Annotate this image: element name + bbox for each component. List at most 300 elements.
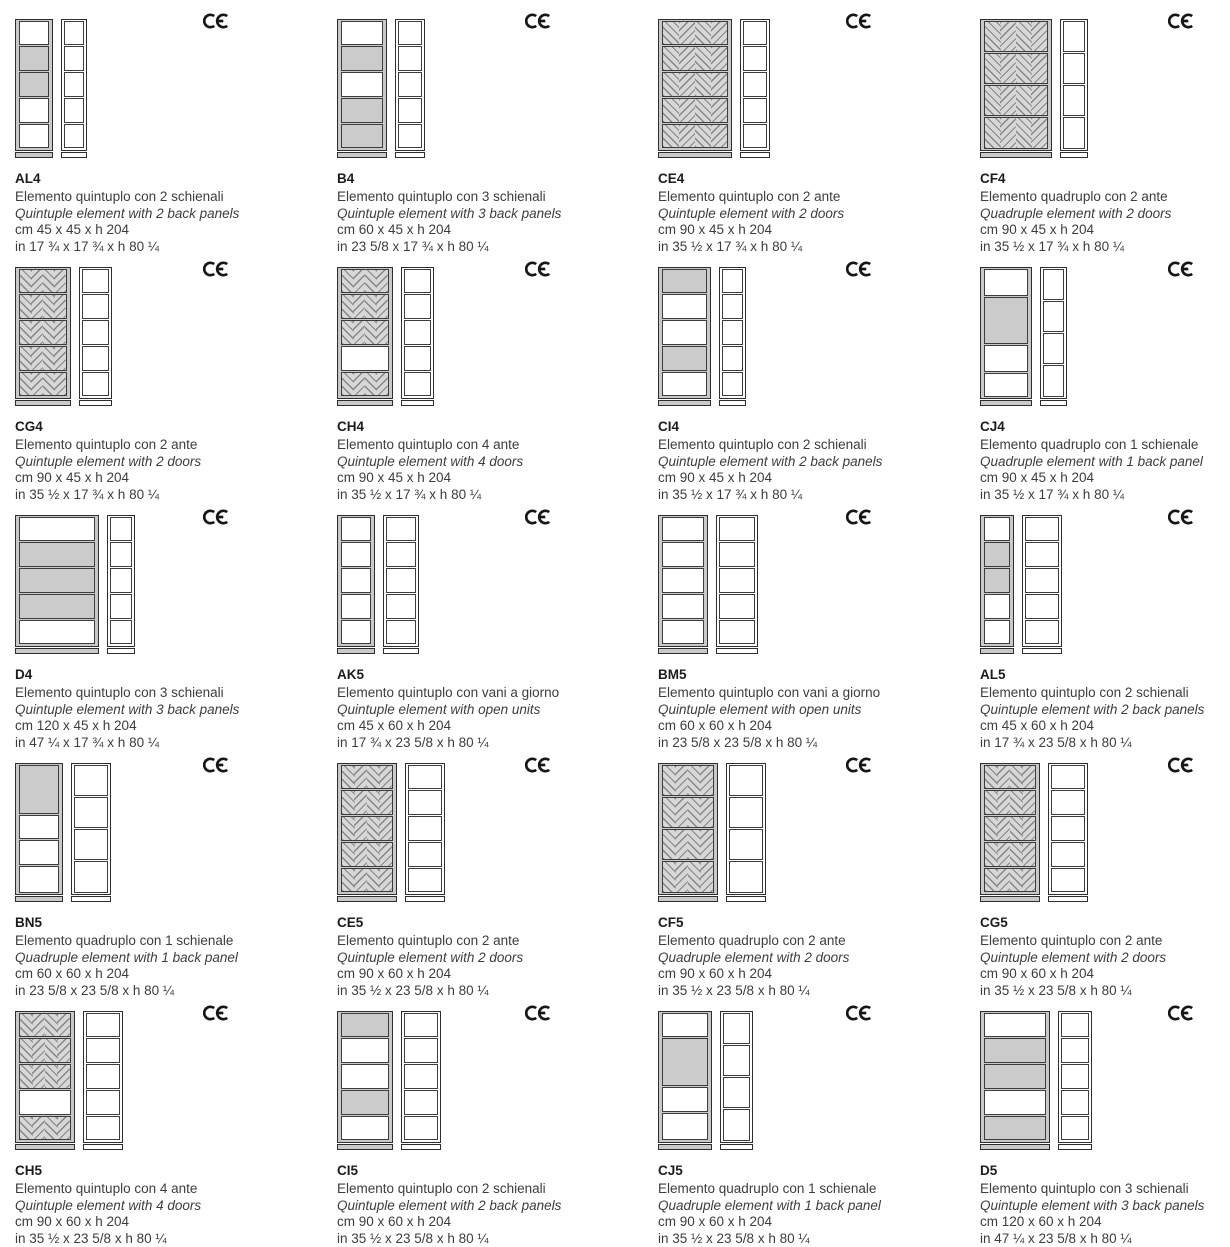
compartment-chevron <box>19 269 67 294</box>
plinth-base <box>1060 152 1088 158</box>
dimensions-in: in 35 ½ x 23 5/8 x h 80 ¼ <box>658 983 965 1000</box>
ce-mark-icon <box>203 260 230 283</box>
dimensions-cm: cm 90 x 45 x h 204 <box>658 470 965 487</box>
compartment-white <box>1025 594 1059 619</box>
compartment-chevron <box>662 98 728 123</box>
product-cell <box>0 248 322 496</box>
product-cell <box>965 992 1230 1240</box>
compartment-white <box>19 866 59 893</box>
compartment-gray <box>984 1038 1046 1063</box>
compartment-gray <box>662 269 707 294</box>
compartment-white <box>662 372 707 397</box>
product-cell <box>0 744 322 992</box>
description-english: Quintuple element with 3 back panels <box>337 206 643 223</box>
compartment-white <box>74 765 108 796</box>
dimensions-in: in 35 ½ x 23 5/8 x h 80 ¼ <box>15 1231 322 1247</box>
description-italian: Elemento quintuplo con vani a giorno <box>337 685 643 702</box>
dimensions-cm: cm 90 x 60 x h 204 <box>337 966 643 983</box>
ce-mark-icon <box>846 508 873 531</box>
side-elevation <box>79 267 112 407</box>
dimensions-cm: cm 90 x 45 x h 204 <box>980 470 1230 487</box>
compartment-white <box>722 294 743 319</box>
dimensions-in: in 35 ½ x 23 5/8 x h 80 ¼ <box>658 1231 965 1247</box>
dimensions-cm: cm 60 x 45 x h 204 <box>337 222 643 239</box>
compartment-white <box>729 797 763 828</box>
compartment-gray <box>19 765 59 814</box>
front-elevation <box>15 763 63 903</box>
compartment-white <box>386 517 416 542</box>
product-cell <box>643 248 965 496</box>
plinth-base <box>15 896 63 902</box>
product-drawing <box>15 752 322 902</box>
compartment-white <box>408 868 442 893</box>
plinth-base <box>726 896 766 902</box>
compartment-white <box>1051 790 1085 815</box>
compartment-white <box>662 568 704 593</box>
dimensions-in: in 35 ½ x 23 5/8 x h 80 ¼ <box>337 983 643 1000</box>
compartment-white <box>82 269 109 294</box>
product-code: BN5 <box>15 915 322 930</box>
compartment-gray <box>984 1116 1046 1141</box>
plinth-base <box>716 648 758 654</box>
description-italian: Elemento quintuplo con 2 ante <box>337 933 643 950</box>
description-italian: Elemento quadruplo con 2 ante <box>980 189 1230 206</box>
plinth-base <box>405 896 445 902</box>
compartment-chevron <box>984 21 1048 52</box>
compartment-white <box>1025 568 1059 593</box>
product-cell <box>965 0 1230 248</box>
dimensions-in: in 47 ¼ x 23 5/8 x h 80 ¼ <box>980 1231 1230 1247</box>
description-italian: Elemento quintuplo con 2 ante <box>15 437 322 454</box>
side-elevation <box>71 763 111 903</box>
front-elevation <box>15 19 53 159</box>
compartment-white <box>722 320 743 345</box>
compartment-white <box>719 517 755 542</box>
product-code: B4 <box>337 171 643 186</box>
compartment-white <box>398 124 422 149</box>
dimensions-in: in 23 5/8 x 23 5/8 x h 80 ¼ <box>658 735 965 752</box>
plinth-base <box>337 152 387 158</box>
dimensions-in: in 35 ½ x 17 ¾ x h 80 ¼ <box>658 487 965 504</box>
product-cell <box>322 992 643 1240</box>
compartment-chevron <box>19 372 67 397</box>
description-italian: Elemento quintuplo con 2 schienali <box>15 189 322 206</box>
plinth-base <box>719 400 746 406</box>
description-italian: Elemento quintuplo con 2 schienali <box>337 1181 643 1198</box>
front-elevation <box>15 267 71 407</box>
compartment-white <box>1061 1064 1089 1089</box>
compartment-white <box>86 1116 120 1141</box>
description-italian: Elemento quintuplo con 2 schienali <box>658 437 965 454</box>
ce-mark-icon <box>1168 260 1195 283</box>
compartment-chevron <box>984 765 1036 790</box>
compartment-white <box>386 542 416 567</box>
compartment-white <box>341 1116 389 1141</box>
product-code: AK5 <box>337 667 643 682</box>
dimensions-cm: cm 90 x 60 x h 204 <box>337 1214 643 1231</box>
product-code: CJ5 <box>658 1163 965 1178</box>
front-elevation <box>658 267 711 407</box>
product-cell <box>322 744 643 992</box>
description-english: Quintuple element with 2 back panels <box>15 206 322 223</box>
ce-mark-icon <box>846 260 873 283</box>
compartment-white <box>341 620 371 645</box>
compartment-white <box>662 1113 708 1140</box>
compartment-white <box>82 294 109 319</box>
compartment-chevron <box>984 842 1036 867</box>
product-code: CE5 <box>337 915 643 930</box>
product-info <box>15 1163 322 1247</box>
compartment-white <box>1061 1013 1089 1038</box>
ce-mark-icon <box>203 756 230 779</box>
compartment-white <box>1063 85 1085 116</box>
compartment-gray <box>662 1038 708 1086</box>
compartment-chevron <box>662 861 714 892</box>
compartment-chevron <box>341 816 393 841</box>
compartment-gray <box>19 594 95 619</box>
product-code: D4 <box>15 667 322 682</box>
product-cell <box>322 248 643 496</box>
front-elevation <box>980 763 1040 903</box>
compartment-white <box>386 620 416 645</box>
ce-mark-icon <box>1168 756 1195 779</box>
product-code: BM5 <box>658 667 965 682</box>
product-cell <box>965 496 1230 744</box>
compartment-white <box>729 765 763 796</box>
compartment-white <box>1051 816 1085 841</box>
product-code: CI4 <box>658 419 965 434</box>
compartment-white <box>984 620 1010 645</box>
product-info <box>658 419 965 503</box>
plinth-base <box>83 1144 123 1150</box>
compartment-white <box>1061 1038 1089 1063</box>
compartment-white <box>984 594 1010 619</box>
ce-mark-icon <box>1168 508 1195 531</box>
product-cell <box>643 0 965 248</box>
ce-mark-icon <box>525 508 552 531</box>
compartment-white <box>64 21 84 46</box>
description-english: Quintuple element with 2 back panels <box>337 1198 643 1215</box>
front-elevation <box>658 1011 712 1151</box>
side-elevation <box>716 515 758 655</box>
compartment-chevron <box>662 72 728 97</box>
description-english: Quintuple element with open units <box>658 702 965 719</box>
product-code: CG4 <box>15 419 322 434</box>
product-cell <box>965 744 1230 992</box>
compartment-white <box>86 1038 120 1063</box>
compartment-white <box>662 517 704 542</box>
compartment-gray <box>19 46 49 71</box>
plinth-base <box>658 1144 712 1150</box>
compartment-white <box>984 373 1028 396</box>
product-cell <box>965 248 1230 496</box>
dimensions-in: in 35 ½ x 23 5/8 x h 80 ¼ <box>337 1231 643 1247</box>
product-info <box>15 667 322 751</box>
product-code: CJ4 <box>980 419 1230 434</box>
plinth-base <box>15 152 53 158</box>
compartment-gray <box>19 568 95 593</box>
front-elevation <box>980 19 1052 159</box>
compartment-white <box>341 72 383 97</box>
compartment-white <box>1043 269 1064 300</box>
compartment-white <box>386 594 416 619</box>
front-elevation <box>658 19 732 159</box>
compartment-white <box>19 21 49 46</box>
front-elevation <box>337 19 387 159</box>
plinth-base <box>720 1144 753 1150</box>
description-english: Quintuple element with open units <box>337 702 643 719</box>
compartment-white <box>404 346 431 371</box>
plinth-base <box>15 648 99 654</box>
description-english: Quintuple element with 2 doors <box>980 950 1230 967</box>
compartment-white <box>662 1013 708 1038</box>
ce-mark-icon <box>846 756 873 779</box>
compartment-chevron <box>662 829 714 860</box>
compartment-white <box>341 346 389 371</box>
side-elevation <box>740 19 770 159</box>
compartment-chevron <box>341 842 393 867</box>
dimensions-in: in 35 ½ x 17 ¾ x h 80 ¼ <box>15 487 322 504</box>
compartment-white <box>1025 620 1059 645</box>
plinth-base <box>1048 896 1088 902</box>
plinth-base <box>740 152 770 158</box>
ce-mark-icon <box>525 1004 552 1027</box>
plinth-base <box>980 1144 1050 1150</box>
compartment-chevron <box>662 765 714 796</box>
product-info <box>15 419 322 503</box>
side-elevation <box>107 515 135 655</box>
side-elevation <box>720 1011 753 1151</box>
compartment-white <box>984 1090 1046 1115</box>
compartment-white <box>404 1038 438 1063</box>
product-drawing <box>658 1000 965 1150</box>
dimensions-cm: cm 90 x 60 x h 204 <box>658 1214 965 1231</box>
side-elevation <box>1058 1011 1092 1151</box>
side-elevation <box>1048 763 1088 903</box>
compartment-chevron <box>19 294 67 319</box>
product-code: CE4 <box>658 171 965 186</box>
dimensions-in: in 17 ¾ x 17 ¾ x h 80 ¼ <box>15 239 322 256</box>
ce-mark-icon <box>846 1004 873 1027</box>
compartment-white <box>1043 333 1064 364</box>
plinth-base <box>79 400 112 406</box>
compartment-white <box>19 517 95 542</box>
compartment-white <box>1051 868 1085 893</box>
plinth-base <box>61 152 87 158</box>
dimensions-in: in 35 ½ x 17 ¾ x h 80 ¼ <box>658 239 965 256</box>
compartment-white <box>1063 53 1085 84</box>
product-code: CH4 <box>337 419 643 434</box>
compartment-white <box>64 124 84 149</box>
product-code: CF4 <box>980 171 1230 186</box>
product-code: CG5 <box>980 915 1230 930</box>
description-italian: Elemento quintuplo con 2 ante <box>980 933 1230 950</box>
compartment-chevron <box>341 320 389 345</box>
compartment-chevron <box>19 346 67 371</box>
side-elevation <box>83 1011 123 1151</box>
product-cell <box>643 744 965 992</box>
compartment-chevron <box>662 46 728 71</box>
product-code: CF5 <box>658 915 965 930</box>
compartment-white <box>404 294 431 319</box>
plinth-base <box>15 400 71 406</box>
compartment-white <box>398 98 422 123</box>
description-english: Quadruple element with 1 back panel <box>15 950 322 967</box>
front-elevation <box>337 267 393 407</box>
plinth-base <box>337 648 375 654</box>
dimensions-cm: cm 120 x 45 x h 204 <box>15 718 322 735</box>
compartment-white <box>82 320 109 345</box>
compartment-white <box>984 517 1010 542</box>
compartment-white <box>662 620 704 645</box>
compartment-white <box>743 124 767 149</box>
compartment-white <box>1051 842 1085 867</box>
compartment-white <box>719 620 755 645</box>
compartment-white <box>82 346 109 371</box>
description-english: Quintuple element with 2 back panels <box>658 454 965 471</box>
compartment-white <box>723 1045 750 1076</box>
front-elevation <box>15 515 99 655</box>
product-info <box>337 419 643 503</box>
product-info <box>980 915 1230 999</box>
description-english: Quintuple element with 3 back panels <box>980 1198 1230 1215</box>
compartment-white <box>1043 301 1064 332</box>
compartment-chevron <box>662 21 728 46</box>
description-italian: Elemento quintuplo con 2 schienali <box>980 685 1230 702</box>
compartment-white <box>110 620 132 645</box>
compartment-white <box>723 1013 750 1044</box>
product-drawing <box>658 8 965 158</box>
compartment-chevron <box>662 797 714 828</box>
compartment-white <box>19 815 59 840</box>
plinth-base <box>658 896 718 902</box>
description-english: Quadruple element with 2 doors <box>658 950 965 967</box>
compartment-white <box>662 320 707 345</box>
compartment-white <box>86 1064 120 1089</box>
compartment-gray <box>984 297 1028 344</box>
product-cell <box>322 496 643 744</box>
compartment-white <box>662 294 707 319</box>
product-cell <box>0 0 322 248</box>
plinth-base <box>658 648 708 654</box>
compartment-white <box>729 829 763 860</box>
plinth-base <box>980 896 1040 902</box>
dimensions-cm: cm 45 x 60 x h 204 <box>980 718 1230 735</box>
dimensions-cm: cm 90 x 45 x h 204 <box>980 222 1230 239</box>
compartment-chevron <box>984 868 1036 893</box>
front-elevation <box>658 515 708 655</box>
product-info <box>980 171 1230 255</box>
compartment-chevron <box>341 790 393 815</box>
ce-mark-icon <box>1168 12 1195 35</box>
product-drawing <box>658 256 965 406</box>
description-italian: Elemento quintuplo con 4 ante <box>15 1181 322 1198</box>
compartment-gray <box>984 568 1010 593</box>
side-elevation <box>405 763 445 903</box>
side-elevation <box>1040 267 1067 407</box>
description-italian: Elemento quintuplo con 3 schienali <box>980 1181 1230 1198</box>
product-info <box>337 1163 643 1247</box>
compartment-white <box>74 861 108 892</box>
dimensions-cm: cm 90 x 45 x h 204 <box>658 222 965 239</box>
compartment-gray <box>19 542 95 567</box>
description-italian: Elemento quadruplo con 1 schienale <box>980 437 1230 454</box>
compartment-white <box>86 1090 120 1115</box>
compartment-chevron <box>19 1064 71 1089</box>
dimensions-in: in 35 ½ x 17 ¾ x h 80 ¼ <box>337 487 643 504</box>
compartment-white <box>743 21 767 46</box>
dimensions-cm: cm 90 x 60 x h 204 <box>980 966 1230 983</box>
compartment-white <box>64 46 84 71</box>
compartment-white <box>662 594 704 619</box>
compartment-gray <box>341 124 383 149</box>
compartment-chevron <box>341 765 393 790</box>
compartment-white <box>743 72 767 97</box>
compartment-white <box>398 21 422 46</box>
side-elevation <box>401 1011 441 1151</box>
product-drawing <box>337 504 643 654</box>
ce-mark-icon <box>525 756 552 779</box>
description-italian: Elemento quintuplo con 3 schienali <box>15 685 322 702</box>
ce-mark-icon <box>525 260 552 283</box>
compartment-white <box>743 46 767 71</box>
description-english: Quintuple element with 2 doors <box>337 950 643 967</box>
dimensions-in: in 35 ½ x 23 5/8 x h 80 ¼ <box>980 983 1230 1000</box>
dimensions-in: in 47 ¼ x 17 ¾ x h 80 ¼ <box>15 735 322 752</box>
compartment-gray <box>341 1090 389 1115</box>
product-cell <box>322 0 643 248</box>
front-elevation <box>980 1011 1050 1151</box>
compartment-white <box>19 1090 71 1115</box>
plinth-base <box>1040 400 1067 406</box>
compartment-chevron <box>19 320 67 345</box>
side-elevation <box>383 515 419 655</box>
compartment-white <box>729 861 763 892</box>
product-code: AL5 <box>980 667 1230 682</box>
side-elevation <box>1022 515 1062 655</box>
dimensions-cm: cm 120 x 60 x h 204 <box>980 1214 1230 1231</box>
description-italian: Elemento quadruplo con 1 schienale <box>15 933 322 950</box>
product-info <box>658 667 965 751</box>
side-elevation <box>61 19 87 159</box>
compartment-chevron <box>984 117 1048 148</box>
compartment-white <box>1061 1116 1089 1141</box>
dimensions-in: in 35 ½ x 17 ¾ x h 80 ¼ <box>980 239 1230 256</box>
description-italian: Elemento quadruplo con 2 ante <box>658 933 965 950</box>
front-elevation <box>980 515 1014 655</box>
product-drawing <box>658 504 965 654</box>
product-info <box>15 171 322 255</box>
compartment-white <box>19 840 59 865</box>
description-english: Quadruple element with 2 doors <box>980 206 1230 223</box>
compartment-white <box>341 517 371 542</box>
description-italian: Elemento quintuplo con vani a giorno <box>658 685 965 702</box>
product-info <box>980 419 1230 503</box>
compartment-gray <box>19 72 49 97</box>
compartment-white <box>1061 1090 1089 1115</box>
compartment-white <box>1043 365 1064 396</box>
compartment-chevron <box>341 294 389 319</box>
compartment-gray <box>662 346 707 371</box>
product-drawing <box>337 8 643 158</box>
compartment-white <box>408 790 442 815</box>
front-elevation <box>980 267 1032 407</box>
compartment-chevron <box>341 372 389 397</box>
dimensions-in: in 17 ¾ x 23 5/8 x h 80 ¼ <box>337 735 643 752</box>
compartment-white <box>722 346 743 371</box>
plinth-base <box>1058 1144 1092 1150</box>
compartment-white <box>404 1013 438 1038</box>
